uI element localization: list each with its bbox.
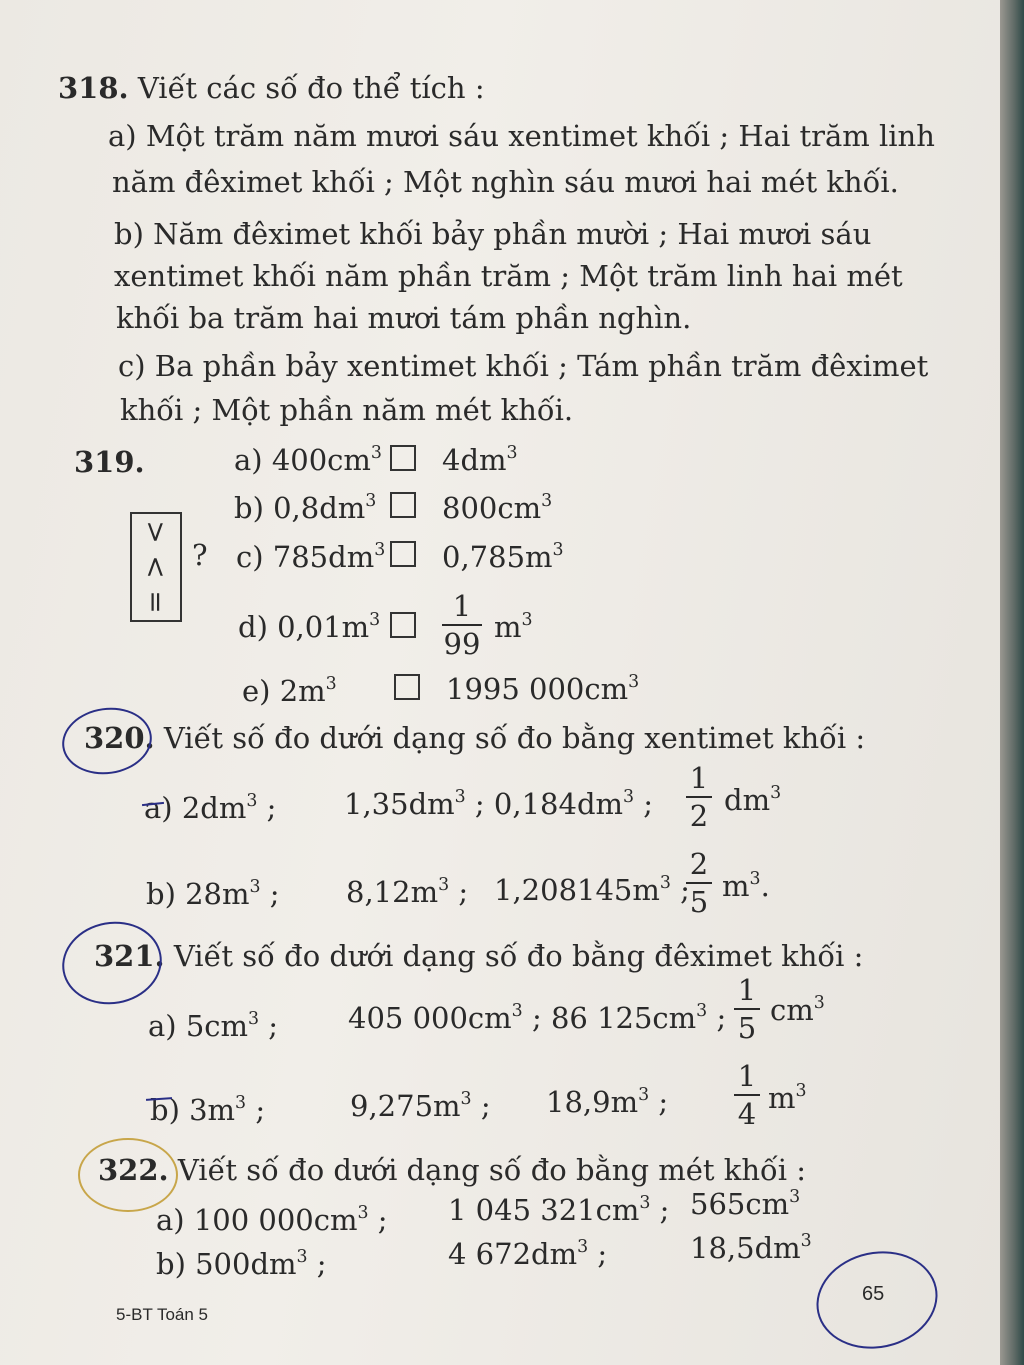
exercise-321-b-item1: b) $3m^3$ ; — [150, 1092, 266, 1127]
answer-box-c[interactable] — [390, 541, 416, 567]
exercise-319-b-right: $800cm^3$ — [442, 490, 553, 525]
answer-box-b[interactable] — [390, 492, 416, 518]
pen-circle-321 — [56, 914, 169, 1012]
exercise-321-b-item3: $18,9m^3$ ; — [546, 1084, 669, 1119]
exercise-322-b-item1: b) $500dm^3$ ; — [156, 1246, 327, 1281]
fraction-1-5: 1 5 — [734, 976, 760, 1043]
exercise-318-a-line1: a) Một trăm năm mươi sáu xentimet khối ; Hai trăm linh — [108, 119, 935, 153]
answer-box-a[interactable] — [390, 445, 416, 471]
answer-box-d[interactable] — [390, 612, 416, 638]
exercise-319-c-right: $0,785m^3$ — [442, 539, 564, 574]
exercise-318-b-line1: b) Năm đêximet khối bảy phần mười ; Hai mươi sáu — [114, 217, 872, 251]
exercise-322-a-item1: a) 100 $000cm^3$ ; — [156, 1202, 388, 1237]
exercise-318-b-line3: khối ba trăm hai mươi tám phần nghìn. — [116, 301, 692, 335]
exercise-319-d-unit: $m^3$ — [494, 609, 533, 644]
exercise-322-a-item3: $565cm^3$ — [690, 1186, 801, 1221]
exercise-321-a-unit: $cm^3$ — [770, 992, 825, 1027]
exercise-322-b-item3: $18,5dm^3$ — [690, 1230, 812, 1265]
fraction-1-99: 1 99 — [443, 589, 481, 661]
exercise-320-a-item2: $1,35dm^3$ ; $0,184dm^3$ ; — [344, 786, 654, 821]
exercise-322-a-item2: 1 045 $321cm^3$ ; — [448, 1192, 670, 1227]
fraction-1-2: 1 2 — [686, 764, 712, 831]
exercise-318-c-line2: khối ; Một phần năm mét khối. — [120, 393, 574, 427]
comparison-symbols-box — [130, 512, 182, 622]
exercise-322-b-item2: 4 $672dm^3$ ; — [448, 1236, 608, 1271]
fraction-2-5: 2 5 — [686, 850, 712, 917]
exercise-319-d-left: d) $0,01m^3$ — [238, 609, 381, 644]
exercise-318-c-line1: c) Ba phần bảy xentimet khối ; Tám phần trăm đêximet — [118, 349, 929, 383]
exercise-319-e-right: 1995 $000cm^3$ — [446, 671, 640, 706]
pen-circle-320 — [58, 702, 156, 780]
exercise-319-number: 319. — [74, 445, 145, 479]
exercise-319-b-left: b) $0,8dm^3$ — [234, 490, 377, 525]
exercise-322-heading: 322. Viết số đo dưới dạng số đo bằng mét khối : — [98, 1153, 807, 1187]
exercise-320-a-item1: a) $2dm^3$ ; — [144, 790, 277, 825]
exercise-320-b-item1: b) $28m^3$ ; — [146, 876, 280, 911]
book-footer-label: 5-BT Toán 5 — [116, 1305, 208, 1324]
exercise-321-a-item1: a) $5cm^3$ ; — [148, 1008, 279, 1043]
less-than-symbol: < — [140, 555, 173, 579]
fraction-1-4: 1 4 — [734, 1062, 760, 1129]
exercise-319-a-left: a) $400cm^3$ — [234, 442, 382, 477]
exercise-320-heading: 320. Viết số đo dưới dạng số đo bằng xentimet khối : — [84, 721, 866, 755]
answer-box-e[interactable] — [394, 674, 420, 700]
exercise-321-heading: 321. Viết số đo dưới dạng số đo bằng đêximet khối : — [94, 939, 864, 973]
highlight-circle-322 — [78, 1138, 178, 1212]
question-mark: ? — [192, 538, 208, 572]
exercise-320-b-unit: $m^3$. — [722, 868, 770, 903]
exercise-319-e-left: e) $2m^3$ — [242, 673, 337, 708]
exercise-319-c-left: c) $785dm^3$ — [236, 539, 386, 574]
exercise-321-a-item2: 405 $000cm^3$ ; 86 $125cm^3$ ; — [348, 1000, 727, 1035]
greater-than-symbol: > — [140, 519, 173, 544]
page-number: 65 — [862, 1283, 885, 1305]
exercise-321-b-unit: $m^3$ — [768, 1080, 807, 1115]
exercise-318-heading: 318. Viết các số đo thể tích : — [58, 71, 485, 105]
exercise-318-b-line2: xentimet khối năm phần trăm ; Một trăm linh hai mét — [114, 259, 903, 293]
exercise-320-a-unit: $dm^3$ — [724, 782, 782, 817]
exercise-320-b-item3: $1,208145m^3$ ; — [494, 872, 690, 907]
exercise-320-b-item2: $8,12m^3$ ; — [346, 874, 469, 909]
book-cover-edge — [1000, 0, 1024, 1365]
exercise-321-b-item2: $9,275m^3$ ; — [350, 1088, 491, 1123]
exercise-318-a-line2: năm đêximet khối ; Một nghìn sáu mươi hai mét khối. — [112, 165, 899, 199]
pen-circle-page-number — [807, 1240, 946, 1359]
equals-symbol: = — [140, 590, 173, 615]
exercise-319-a-right: $4dm^3$ — [442, 442, 518, 477]
